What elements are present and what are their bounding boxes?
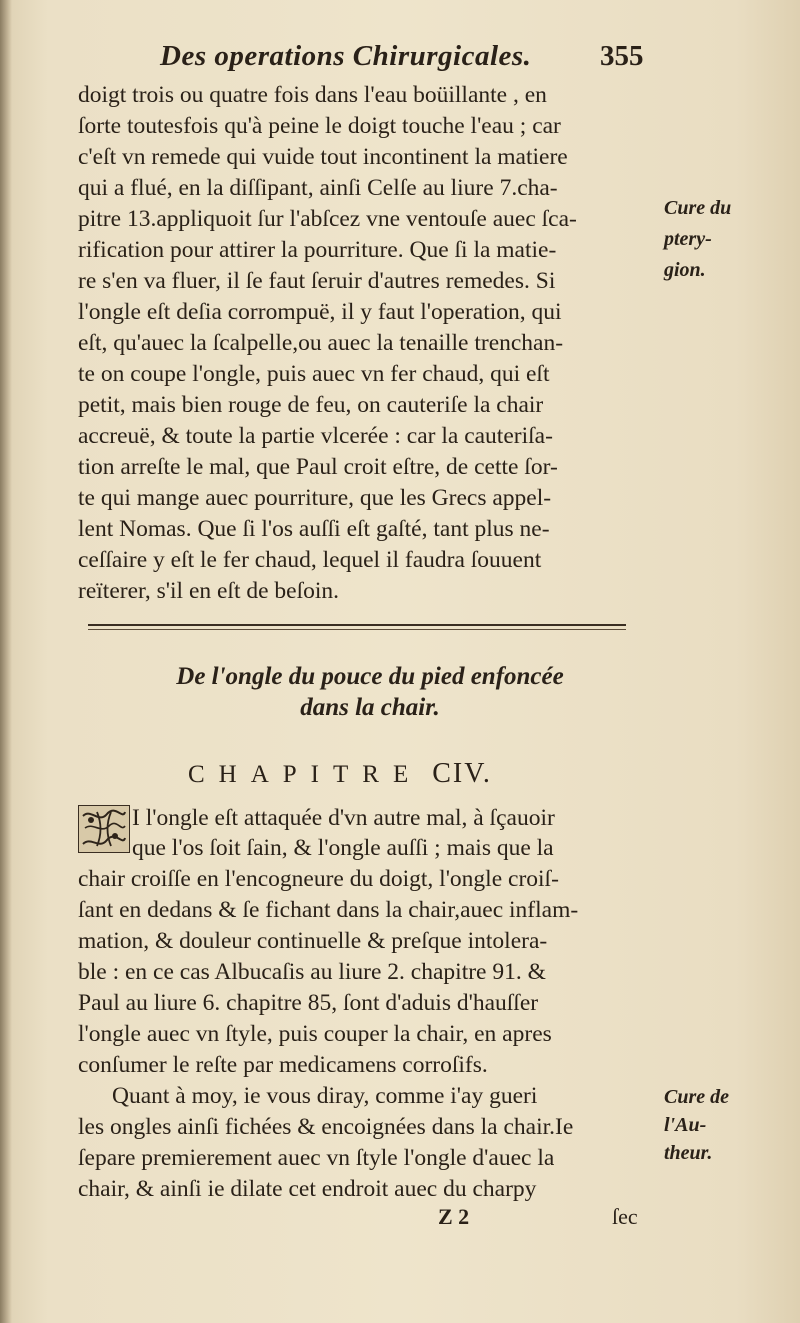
- text-line: I l'ongle eſt attaquée d'vn autre mal, à ſçauoir: [132, 805, 555, 831]
- page-number: 355: [600, 40, 644, 72]
- margin-note-line: theur.: [664, 1142, 713, 1164]
- margin-note-line: Cure du: [664, 197, 732, 219]
- text-line: qui a flué, en la diſſipant, ainſi Celſe au liure 7.cha-: [78, 175, 558, 201]
- margin-note-line: ptery-: [664, 228, 712, 250]
- text-line: Paul au liure 6. chapitre 85, ſont d'aduis d'hauſſer: [78, 990, 539, 1016]
- running-header: [160, 40, 660, 84]
- running-title: Des operations Chirurgicales.: [160, 40, 532, 72]
- text-line: Quant à moy, ie vous diray, comme i'ay gueri: [112, 1083, 538, 1109]
- text-line: c'eſt vn remede qui vuide tout incontinent la matiere: [78, 144, 568, 170]
- margin-note-line: l'Au-: [664, 1114, 707, 1136]
- text-line: ble : en ce cas Albucaſis au liure 2. chapitre 91. &: [78, 959, 546, 985]
- text-line: petit, mais bien rouge de feu, on cauteriſe la chair: [78, 392, 544, 418]
- text-line: tion arreſte le mal, que Paul croit eſtre, de cette ſor-: [78, 454, 558, 480]
- text-line: doigt trois ou quatre fois dans l'eau boüillante , en: [78, 82, 547, 108]
- text-line: mation, & douleur continuelle & preſque intolera-: [78, 928, 548, 954]
- text-line: l'ongle auec vn ſtyle, puis couper la chair, en apres: [78, 1021, 552, 1047]
- catchword: ſec: [612, 1204, 638, 1229]
- text-line: ceſſaire y eſt le fer chaud, lequel il faudra ſouuent: [78, 547, 542, 573]
- text-line: l'ongle eſt deſia corrompuë, il y faut l'operation, qui: [78, 299, 562, 325]
- text-line: accreuë, & toute la partie vlcerée : car la cauteriſa-: [78, 423, 553, 449]
- ornamental-dropcap: [78, 805, 130, 853]
- text-line: les ongles ainſi fichées & encoignées dans la chair.Ie: [78, 1114, 574, 1140]
- ornament-rule-thin: [88, 629, 626, 630]
- signature-mark: Z 2: [438, 1204, 470, 1229]
- text-line: ſepare premierement auec vn ſtyle l'ongle d'auec la: [78, 1145, 555, 1171]
- chapter-heading: [188, 758, 492, 790]
- ornament-rule: [88, 624, 626, 626]
- chapter-title-line: dans la chair.: [300, 694, 440, 721]
- text-line: te on coupe l'ongle, puis auec vn fer chaud, qui eſt: [78, 361, 550, 387]
- text-line: reïterer, s'il en eſt de beſoin.: [78, 578, 340, 604]
- text-line: eſt, qu'auec la ſcalpelle,ou auec la tenaille trenchan-: [78, 330, 564, 356]
- margin-note-line: Cure de: [664, 1086, 729, 1108]
- text-line: chair croiſſe en l'encogneure du doigt, l'ongle croiſ-: [78, 866, 559, 892]
- chapter-word: CHAPITRE: [188, 761, 423, 788]
- text-line: que l'os ſoit ſain, & l'ongle auſſi ; mais que la: [132, 835, 554, 861]
- text-line: chair, & ainſi ie dilate cet endroit auec du charpy: [78, 1176, 537, 1202]
- text-line: te qui mange auec pourriture, que les Grecs appel-: [78, 485, 552, 511]
- chapter-title-line: De l'ongle du pouce du pied enfoncée: [176, 663, 564, 690]
- margin-note-line: gion.: [664, 259, 706, 281]
- page-spine-shadow: [0, 0, 12, 1323]
- text-line: pitre 13.appliquoit ſur l'abſcez vne ventouſe auec ſca-: [78, 206, 577, 232]
- text-line: ſant en dedans & ſe fichant dans la chair,auec inflam-: [78, 897, 579, 923]
- text-line: re s'en va fluer, il ſe faut ſeruir d'autres remedes. Si: [78, 268, 556, 294]
- text-line: lent Nomas. Que ſi l'os auſſi eſt gaſté, tant plus ne-: [78, 516, 550, 542]
- text-line: rification pour attirer la pourriture. Que ſi la matie-: [78, 237, 557, 263]
- text-line: ſorte toutesfois qu'à peine le doigt touche l'eau ; car: [78, 113, 561, 139]
- text-line: conſumer le reſte par medicamens corroſifs.: [78, 1052, 488, 1078]
- chapter-number: CIV.: [432, 758, 492, 789]
